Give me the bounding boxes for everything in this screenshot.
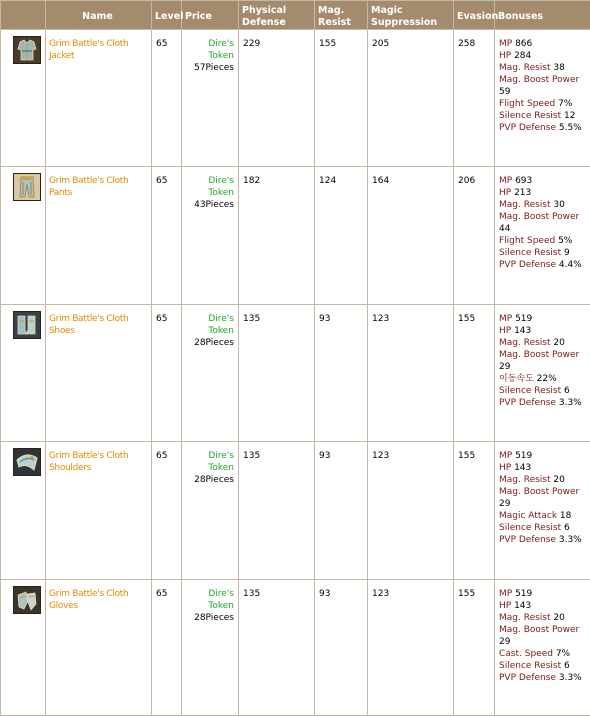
item-name[interactable]: Grim Battle's Cloth Shoes: [46, 304, 152, 441]
item-price: [182, 579, 239, 715]
header-level: Level: [152, 1, 182, 30]
item-level: 65: [152, 442, 182, 579]
cloth-shoulders-icon[interactable]: [13, 448, 41, 476]
bonus-label: HP: [499, 188, 512, 199]
table-row-1: [1, 30, 590, 167]
item-name[interactable]: Grim Battle's Cloth Shoulders: [46, 442, 152, 579]
bonus-label: Silence Resist: [499, 248, 562, 259]
item-magic-suppression: 123: [368, 442, 454, 579]
bonus-line: [499, 474, 588, 486]
item-evasion: 155: [454, 442, 495, 579]
bonus-label: Mag. Resist: [499, 475, 551, 486]
bonus-line: [499, 259, 588, 271]
item-bonuses: [495, 304, 590, 441]
bonus-value: 29: [499, 499, 511, 510]
bonus-label: Mag. Boost Power: [499, 487, 580, 498]
bonus-line: [499, 74, 588, 98]
bonus-label: PVP Defense: [499, 535, 556, 546]
bonus-value: 143: [514, 600, 532, 611]
bonus-label: Mag. Boost Power: [499, 349, 580, 360]
bonus-label: Mag. Resist: [499, 612, 551, 623]
header-evasion: Evasion: [454, 1, 495, 30]
bonus-line: [499, 62, 588, 74]
item-mag-resist: 155: [315, 30, 368, 167]
table-row-5: [1, 579, 590, 715]
bonus-value: 866: [515, 39, 533, 49]
bonus-line: [499, 187, 588, 199]
bonus-value: 44: [499, 224, 511, 235]
item-magic-suppression: 205: [368, 30, 454, 167]
bonus-line: [499, 588, 588, 600]
bonus-line: [499, 648, 588, 660]
bonus-value: 4.4%: [558, 260, 582, 271]
bonus-label: PVP Defense: [499, 123, 556, 133]
bonus-label: 이동속도: [499, 373, 534, 384]
bonus-label: HP: [499, 51, 512, 61]
bonus-value: 20: [553, 612, 565, 623]
item-icon-cell: [1, 579, 46, 715]
bonus-line: [499, 325, 588, 337]
table-row-2: [1, 167, 590, 304]
bonus-line: [499, 313, 588, 325]
bonus-value: 30: [553, 200, 565, 211]
bonus-line: [499, 122, 588, 134]
bonus-value: 6: [563, 660, 570, 671]
bonus-line: [499, 211, 588, 235]
bonus-value: 3.3%: [558, 672, 582, 683]
bonus-value: 693: [515, 176, 533, 187]
item-level: 65: [152, 30, 182, 167]
bonus-label: Magic Attack: [499, 511, 558, 522]
item-mag-resist: 93: [315, 304, 368, 441]
bonus-label: Silence Resist: [499, 660, 562, 671]
bonus-value: 5.5%: [558, 123, 582, 133]
bonus-value: 5%: [558, 236, 573, 247]
bonus-label: Silence Resist: [499, 385, 562, 396]
bonus-label: Mag. Resist: [499, 337, 551, 348]
bonus-line: [499, 510, 588, 522]
price-amount: 28Pieces: [194, 337, 234, 348]
bonus-value: 7%: [558, 99, 573, 109]
bonus-line: [499, 450, 588, 462]
header-bonuses: Bonuses: [495, 1, 590, 30]
bonus-line: [499, 349, 588, 373]
table-header-row: [1, 1, 590, 30]
item-level: 65: [152, 304, 182, 441]
bonus-label: MP: [499, 176, 513, 187]
cloth-pants-icon[interactable]: [13, 173, 41, 201]
bonus-line: [499, 624, 588, 648]
cloth-gloves-icon[interactable]: [13, 586, 41, 614]
cloth-shoes-icon[interactable]: [13, 311, 41, 339]
bonus-line: [499, 247, 588, 259]
price-amount: 28Pieces: [194, 475, 234, 486]
bonus-value: 20: [553, 337, 565, 348]
bonus-value: 6: [563, 385, 570, 396]
bonus-value: 22%: [536, 373, 557, 384]
bonus-line: [499, 612, 588, 624]
item-physical-defense: 229: [239, 30, 315, 167]
bonus-line: [499, 397, 588, 409]
table-row-4: [1, 442, 590, 579]
bonus-line: [499, 486, 588, 510]
bonus-label: MP: [499, 588, 513, 599]
item-bonuses: [495, 579, 590, 715]
bonus-value: 59: [499, 87, 511, 97]
item-physical-defense: 135: [239, 442, 315, 579]
item-physical-defense: 135: [239, 304, 315, 441]
item-name[interactable]: Grim Battle's Cloth Pants: [46, 167, 152, 304]
cloth-jacket-icon[interactable]: [13, 36, 41, 64]
bonus-value: 38: [553, 63, 565, 73]
header-magic-suppression: Magic Suppression: [368, 1, 454, 30]
header-icon-column: [1, 1, 46, 30]
header-name: Name: [46, 1, 152, 30]
item-level: 65: [152, 167, 182, 304]
bonus-value: 519: [515, 588, 533, 599]
bonus-line: [499, 534, 588, 546]
item-name[interactable]: Grim Battle's Cloth Gloves: [46, 579, 152, 715]
item-level: 65: [152, 579, 182, 715]
header-price: Price: [182, 1, 239, 30]
bonus-value: 3.3%: [558, 535, 582, 546]
bonus-value: 7%: [555, 648, 571, 659]
bonus-line: [499, 175, 588, 187]
bonus-line: [499, 672, 588, 684]
price-currency[interactable]: Dire's Token: [208, 451, 234, 474]
bonus-line: [499, 199, 588, 211]
item-price: [182, 442, 239, 579]
bonus-value: 213: [514, 188, 532, 199]
item-price: [182, 30, 239, 167]
price-currency[interactable]: Dire's Token: [208, 313, 234, 336]
item-mag-resist: 93: [315, 579, 368, 715]
bonus-line: [499, 522, 588, 534]
bonus-label: Mag. Boost Power: [499, 624, 580, 635]
item-magic-suppression: 123: [368, 579, 454, 715]
bonus-value: 29: [499, 636, 511, 647]
bonus-line: [499, 98, 588, 110]
bonus-value: 20: [553, 475, 565, 486]
price-amount: 43Pieces: [194, 200, 234, 211]
bonus-label: Mag. Boost Power: [499, 75, 580, 85]
bonus-line: [499, 600, 588, 612]
price-amount: 57Pieces: [194, 63, 234, 73]
item-evasion: 258: [454, 30, 495, 167]
price-amount: 28Pieces: [194, 612, 234, 623]
bonus-value: 519: [515, 451, 533, 462]
bonus-label: MP: [499, 451, 513, 462]
price-currency[interactable]: Dire's Token: [208, 588, 234, 611]
bonus-line: [499, 337, 588, 349]
price-currency[interactable]: Dire's Token: [208, 39, 234, 61]
bonus-label: PVP Defense: [499, 260, 556, 271]
bonus-value: 143: [514, 463, 532, 474]
bonus-value: 12: [563, 111, 576, 121]
price-currency[interactable]: Dire's Token: [208, 176, 234, 199]
bonus-value: 9: [563, 248, 570, 259]
item-bonuses: [495, 167, 590, 304]
bonus-label: Flight Speed: [499, 99, 556, 109]
item-price: [182, 167, 239, 304]
bonus-value: 284: [514, 51, 532, 61]
item-icon-cell: [1, 442, 46, 579]
bonus-label: PVP Defense: [499, 672, 556, 683]
bonus-label: HP: [499, 325, 512, 336]
bonus-label: Cast. Speed: [499, 648, 553, 659]
bonus-line: [499, 373, 588, 385]
bonus-line: [499, 660, 588, 672]
bonus-label: HP: [499, 600, 512, 611]
bonus-line: [499, 462, 588, 474]
item-evasion: 155: [454, 304, 495, 441]
bonus-line: [499, 38, 588, 50]
item-mag-resist: 93: [315, 442, 368, 579]
header-physical-defense: Physical Defense: [239, 1, 315, 30]
bonus-label: Flight Speed: [499, 236, 556, 247]
item-physical-defense: 135: [239, 579, 315, 715]
item-icon-cell: [1, 30, 46, 167]
bonus-value: 3.3%: [558, 397, 582, 408]
bonus-value: 519: [515, 313, 533, 324]
item-mag-resist: 124: [315, 167, 368, 304]
item-physical-defense: 182: [239, 167, 315, 304]
item-evasion: 155: [454, 579, 495, 715]
bonus-line: [499, 235, 588, 247]
item-magic-suppression: 164: [368, 167, 454, 304]
table-row-3: [1, 304, 590, 441]
bonus-value: 29: [499, 361, 511, 372]
item-icon-cell: [1, 304, 46, 441]
bonus-label: Mag. Resist: [499, 63, 551, 73]
bonus-label: Mag. Resist: [499, 200, 551, 211]
item-magic-suppression: 123: [368, 304, 454, 441]
item-name[interactable]: Grim Battle's Cloth Jacket: [46, 30, 152, 167]
bonus-value: 6: [563, 523, 570, 534]
bonus-line: [499, 385, 588, 397]
bonus-label: MP: [499, 313, 513, 324]
bonus-label: PVP Defense: [499, 397, 556, 408]
bonus-label: MP: [499, 39, 513, 49]
bonus-line: [499, 50, 588, 62]
bonus-line: [499, 110, 588, 122]
item-icon-cell: [1, 167, 46, 304]
bonus-label: Mag. Boost Power: [499, 212, 580, 223]
bonus-label: Silence Resist: [499, 523, 562, 534]
item-bonuses: [495, 442, 590, 579]
bonus-value: 143: [514, 325, 532, 336]
bonus-value: 18: [559, 511, 572, 522]
bonus-label: Silence Resist: [499, 111, 562, 121]
bonus-label: HP: [499, 463, 512, 474]
item-price: [182, 304, 239, 441]
header-mag-resist: Mag. Resist: [315, 1, 368, 30]
item-evasion: 206: [454, 167, 495, 304]
item-bonuses: [495, 30, 590, 167]
